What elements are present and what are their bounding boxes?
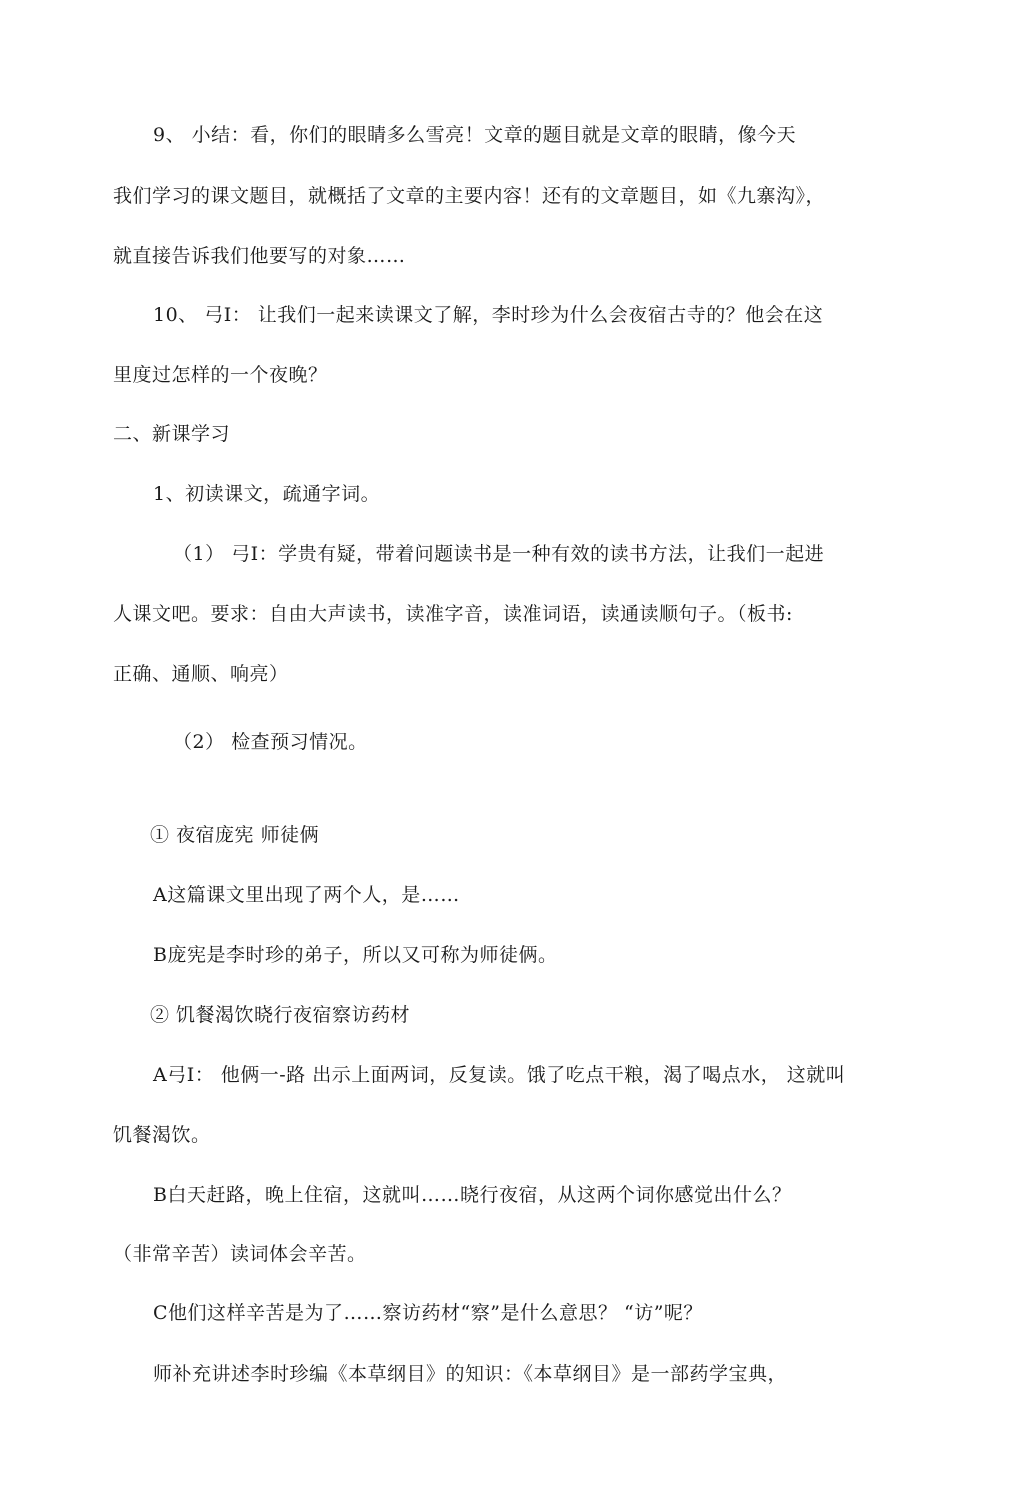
text-line-step-1-2: （2） 检查预习情况。 <box>173 731 368 753</box>
text-line-step-1-1-cont: 人课文吧。要求：自由大声读书，读准字音，读准词语，读通读顺句子。（板书: <box>113 603 793 625</box>
text-line-word-group-2: ② 饥餐渴饮晓行夜宿察访药材 <box>150 1004 411 1026</box>
text-line-step-1-1-end: 正确、通顺、响亮） <box>113 663 289 685</box>
text-line-word-group-2-b-end: （非常辛苦）读词体会辛苦。 <box>113 1243 367 1265</box>
text-line-word-group-2-c: C他们这样辛苦是为了……察访药材“察”是什么意思？ “访”呢？ <box>153 1302 703 1324</box>
text-line-teacher-supplement: 师补充讲述李时珍编《本草纲目》的知识：《本草纲目》是一部药学宝典， <box>153 1363 788 1385</box>
text-line-word-group-2-a: A弓I： 他俩一-路 出示上面两词，反复读。饿了吃点干粮，渴了喝点水， 这就叫 <box>153 1064 846 1086</box>
text-line-step-1-1: （1） 弓I：学贵有疑，带着问题读书是一种有效的读书方法，让我们一起进 <box>173 543 825 565</box>
text-line-summary-9: 9、 小结：看，你们的眼睛多么雪亮！文章的题目就是文章的眼睛，像今天 <box>153 124 797 146</box>
text-line-summary-9-end: 就直接告诉我们他要写的对象…… <box>113 245 406 267</box>
text-line-item-10-cont: 里度过怎样的一个夜晚？ <box>113 364 328 386</box>
section-heading-new-lesson: 二、新课学习 <box>113 423 231 445</box>
text-line-summary-9-cont: 我们学习的课文题目，就概括了文章的主要内容！还有的文章题目，如《九寨沟》， <box>113 185 826 207</box>
text-line-step-1: 1、初读课文，疏通字词。 <box>153 483 381 505</box>
text-line-word-group-1-b: B庞宪是李时珍的弟子，所以又可称为师徒俩。 <box>153 944 558 966</box>
text-line-word-group-2-b: B白天赶路，晚上住宿，这就叫……晓行夜宿，从这两个词你感觉出什么？ <box>153 1184 792 1206</box>
text-line-item-10: 10、 弓I： 让我们一起来读课文了解，李时珍为什么会夜宿古寺的？他会在这 <box>153 304 824 326</box>
text-line-word-group-2-a-end: 饥餐渴饮。 <box>113 1124 211 1146</box>
text-line-word-group-1-a: A这篇课文里出现了两个人，是…… <box>153 884 460 906</box>
text-line-word-group-1: ① 夜宿庞宪 师徒俩 <box>150 824 320 846</box>
